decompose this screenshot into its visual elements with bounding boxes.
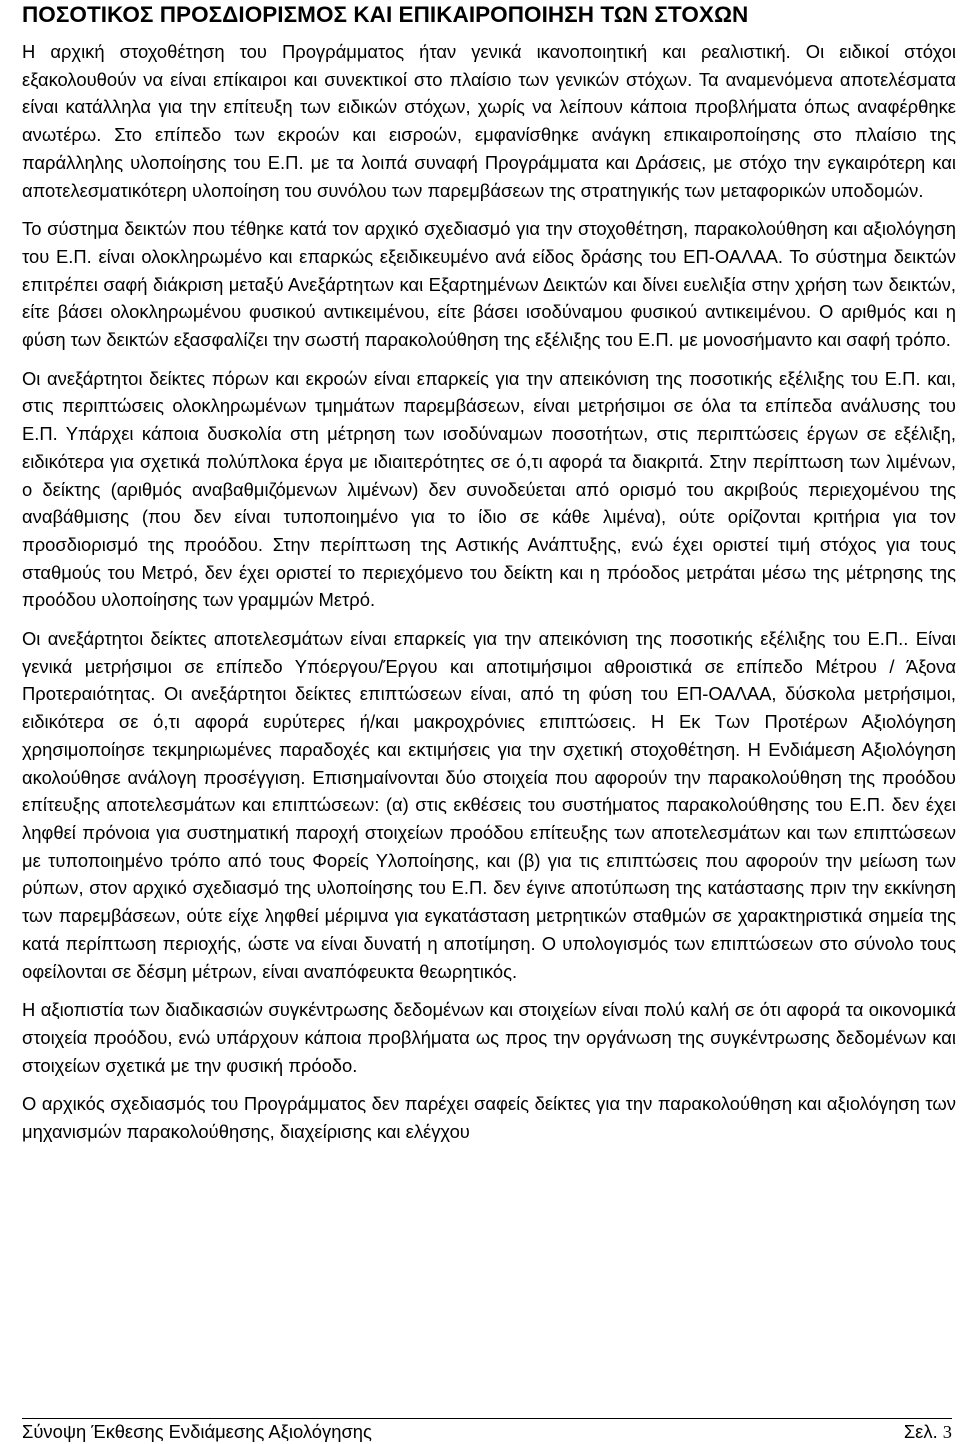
paragraph-targeting: Η αρχική στοχοθέτηση του Προγράμματος ήταν γενικά ικανοποιητική και ρεαλιστική. Οι ειδικοί στόχοι εξακολουθούν να είναι επίκαιροι και συνεκτικοί στο πλαίσιο των γενικών στόχων. Τα αναμενόμενα αποτελέσματα είναι κατάλληλα για την επίτευξη των ειδικών στόχων, χωρίς να λείπουν κάποια προβλήματα όπως αναφέρθηκε ανωτέρω. Στο επίπεδο των εκροών και εισροών, εμφανίσθηκε ανάγκη επικαιροποίησης στο πλαίσιο της παράλληλης υλοποίησης του Ε.Π. με τα λοιπά συναφή Προγράμματα και Δράσεις, με στόχο την εγκαιρότερη και αποτελεσματικότερη υλοποίηση του συνόλου των παρεμβάσεων της στρατηγικής των μεταφορικών υποδομών. [22,41,956,201]
page-footer [22,1418,952,1443]
paragraph-indicator-system: Το σύστημα δεικτών που τέθηκε κατά τον αρχικό σχεδιασμό για την στοχοθέτηση, παρακολούθηση και αξιολόγηση του Ε.Π. είναι ολοκληρωμένο και επαρκώς εξειδικευμένο ανά είδος δράσης του ΕΠ-ΟΑΛΑΑ. Το σύστημα δεικτών επιτρέπει σαφή διάκριση μεταξύ Ανεξάρτητων και Εξαρτημένων Δεικτών και δίνει ευελιξία στην χρήση των δεικτών, είτε βάσει ολοκληρωμένου φυσικού αντικειμένου, είτε βάσει ισοδύναμου φυσικού αντικειμένου. Ο αριθμός και η φύση των δεικτών εξασφαλίζει την σωστή παρακολούθηση της εξέλιξης του Ε.Π. με μονοσήμαντο και σαφή τρόπο. [22,218,956,351]
paragraph-resource-output-indicators: Οι ανεξάρτητοι δείκτες πόρων και εκροών είναι επαρκείς για την απεικόνιση της ποσοτικής εξέλιξης του Ε.Π. και, στις περιπτώσεις ολοκληρωμένων τμημάτων παρεμβάσεων, είναι μετρήσιμοι σε όλα τα επίπεδα ανάλυσης του Ε.Π. Υπάρχει κάποια δυσκολία στη μέτρηση των ισοδύναμων ποσοτήτων, στις περιπτώσεις έργων σε εξέλιξη, ειδικότερα για σχετικά πολύπλοκα έργα με ιδιαιτερότητες σε ό,τι αφορά τα διακριτά. Στην περίπτωση των λιμένων, ο δείκτης (αριθμός αναβαθμιζόμενων λιμένων) δεν συνοδεύεται από ορισμό του ακριβούς περιεχομένου της αναβάθμισης (που δεν είναι τυποποιημένο για το ίδιο σε κάθε λιμένα), ούτε ορίζονται κριτήρια για τον προσδιορισμό της προόδου. Στην περίπτωση της Αστικής Ανάπτυξης, ενώ έχει οριστεί τιμή στόχος για τους σταθμούς του Μετρό, δεν έχει οριστεί το περιεχόμενο του δείκτη και η πρόοδος μετράται μέσω της μέτρησης της προόδου υλοποίησης των γραμμών Μετρό. [22,367,956,611]
paragraph-monitoring-design: Ο αρχικός σχεδιασμός του Προγράμματος δεν παρέχει σαφείς δείκτες για την παρακολούθηση και αξιολόγηση των μηχανισμών παρακολούθησης, διαχείρισης και ελέγχου [22,1093,956,1143]
document-body [22,38,956,1157]
footer-page-number [904,1421,952,1443]
section-heading: ΠΟΣΟΤΙΚΟΣ ΠΡΟΣΔΙΟΡΙΣΜΟΣ ΚΑΙ ΕΠΙΚΑΙΡΟΠΟΙΗΣΗ ΤΩΝ ΣΤΟΧΩΝ [22,2,749,27]
paragraph-result-impact-indicators: Οι ανεξάρτητοι δείκτες αποτελεσμάτων είναι επαρκείς για την απεικόνιση της ποσοτικής εξέλιξης του Ε.Π.. Είναι γενικά μετρήσιμοι σε επίπεδο Υπόεργου/Έργου και αποτιμήσιμοι αθροιστικά σε επίπεδο Μέτρου / Άξονα Προτεραιότητας. Οι ανεξάρτητοι δείκτες επιπτώσεων είναι, από τη φύση του ΕΠ-ΟΑΛΑΑ, δύσκολα μετρήσιμοι, ειδικότερα σε ό,τι αφορά ευρύτερες ή/και μακροχρόνιες επιπτώσεις. Η Εκ Των Προτέρων Αξιολόγηση χρησιμοποίησε τεκμηριωμένες παραδοχές και εκτιμήσεις για την σχετική στοχοθέτηση. Η Ενδιάμεση Αξιολόγηση ακολούθησε ανάλογη προσέγγιση. Επισημαίνονται δύο στοιχεία που αφορούν την παρακολούθηση της προόδου επίτευξης αποτελεσμάτων και επιπτώσεων: (α) στις εκθέσεις του συστήματος παρακολούθησης του Ε.Π. δεν έχει ληφθεί πρόνοια για συστηματική παροχή στοιχείων προόδου επίτευξης των αποτελεσμάτων και των επιπτώσεων με τυποποιημένο τρόπο από τους Φορείς Υλοποίησης, και (β) για τις επιπτώσεις που αφορούν την μείωση των ρύπων, στον αρχικό σχεδιασμό της υλοποίησης του Ε.Π. δεν έγινε αποτύπωση της κατάστασης πριν την εκκίνηση των παρεμβάσεων, ούτε είχε ληφθεί μέριμνα για εγκατάσταση μετρητικών σταθμών σε χαρακτηριστικά σημεία της κατά περίπτωση περιοχής, ώστε να είναι δυνατή η αποτίμηση. Ο υπολογισμός των επιπτώσεων στο σύνολο τους οφείλονται σε δέσμη μέτρων, είναι αναπόφευκτα θεωρητικός. [22,628,956,982]
page-label: Σελ. [903,1421,943,1442]
footer-title: Σύνοψη Έκθεσης Ενδιάμεσης Αξιολόγησης [22,1421,372,1442]
page-number: 3 [942,1422,952,1442]
paragraph-data-reliability: Η αξιοπιστία των διαδικασιών συγκέντρωσης δεδομένων και στοιχείων είναι πολύ καλή σε ότι αφορά τα οικονομικά στοιχεία προόδου, ενώ υπάρχουν κάποια προβλήματα ως προς την οργάνωση της συγκέντρωσης δεδομένων και στοιχείων σχετικά με την φυσική πρόοδο. [22,999,956,1076]
document-page [22,0,956,1444]
